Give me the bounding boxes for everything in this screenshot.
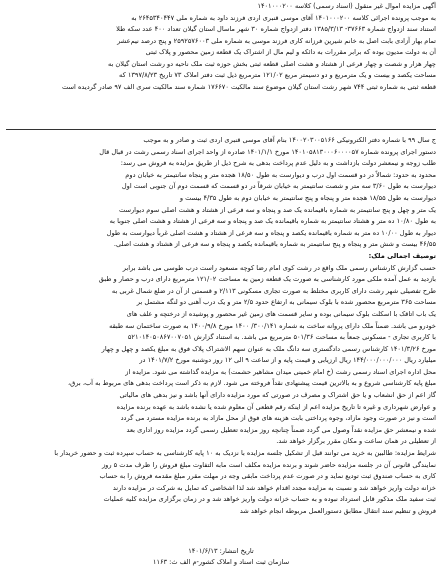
body-line: یک باب اتاقک با اسکلت بلوک سیمانی بوده و سایر قسمت های زمین غیر محصور و پوشیده از درختچه و علف های [126, 309, 436, 318]
body-line: طرح تفصیلی شهر رشت دارای کاربری مختلط به صورت تجاری مسکونی ۲/۱۱۳ و قسمتی از آن در ضلع شمال غربی به [111, 286, 436, 295]
notice-header [6, 1, 436, 93]
header-line: مساحت یکصد و بیست و یک مترمربع و دو دسیمتر مربع ۱۲۱/۰۲ مترمربع ذیل ثبت دفتر املاک ۷۳ تاریخ ۱۳۹۷/۸/۲۳ که [119, 71, 436, 79]
body-line: است و نیز در صورت وجود مازاد، وجوه پرداختی بابت هزینه های فوق از محل مازاد به برنده مزایده مسترد می گردد [120, 414, 436, 423]
notice-page [0, 1, 442, 577]
body-line: گاز اعم از حق انشعاب و یا حق اشتراک و مصرف در صورتی که مورد مزایده دارای آنها باشد و نیز بدهی های مالیاتی [119, 391, 436, 400]
section-heading: توصیف اجمالی ملک: [368, 251, 436, 260]
body-line: دیوارست به طول ۱۸/۵۵ هجده متر و پنجاه و پنج سانتیمتر به خیابان دوم به طول ۴/۳۵ بیست و [179, 193, 436, 202]
body-line: حسب گزارش کارشناس رسمی ملک واقع در رشت کوی امام رضا کوچه مسعود راست درب طوسی می باشد برابر [122, 263, 436, 272]
body-line: طلب زوجه و نیمعشر دولت بازداشت و به دلیل عدم پرداخت بدهی به شرح ذیل از طریق مزایده به فروش می رسد: [120, 159, 436, 168]
body-line: به طول ۱۰/۸۰ ده متر و هشتاد سانتیمتر به شماره باقیمانده یک صد و پنجاه و سه فرعی از هشتاد و هشت اصلی جنوبا به [109, 217, 436, 226]
issuing-organization: سازمان ثبت اسناد و املاک کشور-م الف ث: ۱۱۶۳ [152, 558, 290, 566]
notice-body [6, 135, 436, 518]
body-line: محدود به حدود: شمالاً در دو قسمت اول درب و دیوارست به طول ۱۸/۵۰ هجده متر و پنجاه سانتیمتر به خیابان دوم [125, 170, 436, 179]
body-line: و عوارض شهرداری و غیره تا تاریخ مزایده اعم از اینکه رقم قطعی آن معلوم شده یا نشده باشد به عهده برنده مزایده [116, 402, 436, 411]
body-line: محل اداره اجرای اسناد رسمی رشت (خ امام خمینی میدان مشاهیر حشمت) به مزایده گذاشته می شود. مزایده از [125, 367, 436, 376]
body-line: دستور اجرای پرونده شماره ۱۴۰۱۰۵۸۱۳۰۰۰۶۰۰۰۰۵۷ مورخ ۱۴۰۱/۱/۱ صادره از واحد اجرای اسناد رسمی رشت در قبال قال [99, 147, 436, 156]
header-line: آن به دولت مدیون بوده که برابر مقررات به دائکه و لیم مال از اشتراک یک قطعه زمین محصور و پلاک ثبتی [145, 48, 436, 56]
body-line: یک متر و چهل و پنج سانتیمتر به شماره باقیمانده یک صد و پنجاه و سه فرعی از هشتاد و هشت اصلی سوم دیوارست [119, 205, 436, 214]
notice-footer [6, 546, 436, 568]
body-line: مورخ ۱۴۰۱/۳/۲۶ کارشناس رسمی دادگستری سه دانگ ملک به عنوان سهم الاشتراک پلاک فوق به مبلغ یکصد و چهل و چهار [101, 344, 436, 353]
header-line: چهار هزار و شصت و چهار فرعی از هشتاد و هشت اصلی قطعه ثبتی بخش حوزه ثبت ملک ناحیه دو رشت استان گیلان به [107, 59, 436, 68]
body-line: شرایط مزایده: طالبین به خرید می توانند قبل از تشکیل جلسه مزایده با نزدیک به ۱۰ پایه کارشناسی به حساب سپرده ثبت و حضور خریدار با [54, 449, 436, 458]
body-line: از تعطیلی در همان ساعت و مکان مقرر برگزار خواهد شد. [276, 437, 436, 446]
body-line: کاری به حساب صندوق ثبت تودیع نماید و در صورت عدم پرداخت مابقی وجه در مهلت مقرر مبلغ مقدمه فروش را به حساب [99, 472, 436, 481]
section-divider [6, 129, 436, 130]
body-line: ج سال ۹۹ با شماره دفتر الکترونیکی ۱۴۰۰۲۰۳۰۰۵۱۶۶ بنام آقای موسی قنبری اردی ثبت و صادر و به موجب [143, 136, 436, 144]
publication-date: تاریخ انتشار: ۱۴۰۱/۶/۱۳ [188, 547, 254, 555]
body-line: خزانه دولت واریز خواهد شد و نسبت به مزایده مجدد اقدام خواهد شد لذا اشخاصی که تمایل به شرکت در مزایده دارند [112, 483, 436, 492]
body-line: دیوار به طول ۱۰/۰۰ ده متر به شماره باقیمانده یکصد و پنجاه و سه فرعی از هشتاد و هشت اصلی غرباً دیوارست به طول [106, 228, 436, 237]
body-line: مساحت ۳۶۵ مترمربع محصور شده با بلوک سیمانی به ارتفاع حدود ۲/۵ متر و یک درب آهنی دو لنگه مشتمل بر [136, 298, 436, 307]
body-line: نمایندگی قانونی آن در جلسه مزایده حاضر شوند و برنده مزایده مکلف است مابه التفاوت مبلغ فروش را ظرف مدت ۵ روز [101, 460, 436, 469]
header-line: تمام بهار آزادی بابت اصل به خانم شیرین فرزانه کاری فرزند موسی به شماره ملی ۲۵۹۲۵۷۶۰۰۳ و پنج درصد نیم‌عشر [117, 36, 436, 45]
header-line: استناد سند ازدواج شماره ۳۷۶۶۳- ۱۳۸۵/۳/۱۳ دفتر ازدواج شماره ۳۰ شهر ماسال استان گیلان تعداد ۴۰۰ عدد سکه طلا [116, 25, 436, 33]
body-line: میلیارد ریال ۱۴۴/۰۰۰/۰۰۰/۰۰۰ ریال ارزیابی و قیمت پایه و از ساعت ۹ الی ۱۲ روز دوشنبه مورخ ۱۴۰۱/۷/۲ در [139, 356, 436, 365]
body-line: ثبت سفید ملک مذکور قابل استرداد نبوده و به حساب خزانه دولت واریز خواهد شد و در زمان برگزاری مزایده کلیه عملیات [103, 495, 436, 504]
header-line: به موجب پرونده اجرائی کلاسه ۱۴۰۱۰۰۰۲۰۰ آقای موسی قنبری اردی فرزند داود به شماره ملی ۲۶۴۵۳۴۰۴۴۷ به [131, 13, 436, 22]
body-line: ۴۶/۵۵ بیست و شش متر و پنجاه و پنج سانتیمتر به شماره باقیمانده یکصد و پنجاه و سه فرعی از هشتاد و هشت اصلی. [113, 240, 436, 249]
header-line: قطعه ثبتی به شماره ثبتی ۷۴۴ شهر رشت استان گیلان موضوع سند مالکیت ۱۷۶۶۷۰ شماره سند مالکیت سری الف ۹۷ صادر گردیده است [62, 82, 436, 91]
body-line: بازدید به عمل آمده ملکی مورد کارشناسی به صورت یک قطعه زمین به مساحت ۱۲۱/۰۲ مترمربع دارای درب و حصار و طبق [98, 275, 436, 284]
body-line: خودرو می باشد. ضمناً ملک دارای پروانه ساخت به شماره ۳۰۰/۱۴۱/ ۱۴۰۰ مورخ ۱۴۰۰/۹/۸ به صورت ساختمان سه طبقه [109, 321, 436, 330]
body-line: شده و نیمعشر حق مزایده نقداً وصول می گردد ضمناً چنانچه روز مزایده تعطیل رسمی گردد مزایده روز اداری بعد [126, 425, 436, 434]
body-line: مبلغ پایه کارشناسی شروع و به بالاترین قیمت پیشنهادی نقداً فروخته می شود. لازم به ذکر است پرداخت بدهی های مربوط به آب، برق، [68, 379, 436, 388]
body-line: فروش و تنظیم سند انتقال مطابق دستورالعمل مربوطه انجام خواهد شد [239, 507, 436, 515]
body-line: دیوارست به طول ۳/۶۰ سه متر و شصت سانتیمتر به خیابان شرقاً در دو قسمت که قسمت دوم آن جنوبی است اول [121, 182, 436, 191]
body-line: با کاربری تجاری - مسکونی جمعاً به مساحت ۵۰۱/۳۶ مترمربع می باشد. به استناد گزارش ۵۲۱۰۱۴۰۵۰۸۶۷۰۰۷۰۵۱ [127, 333, 436, 342]
header-line: آگهی مزایده اموال غیر منقول (اسناد رسمی) کلاسه ۱۴۰۱۰۰۰۲۰۰ [257, 2, 436, 10]
